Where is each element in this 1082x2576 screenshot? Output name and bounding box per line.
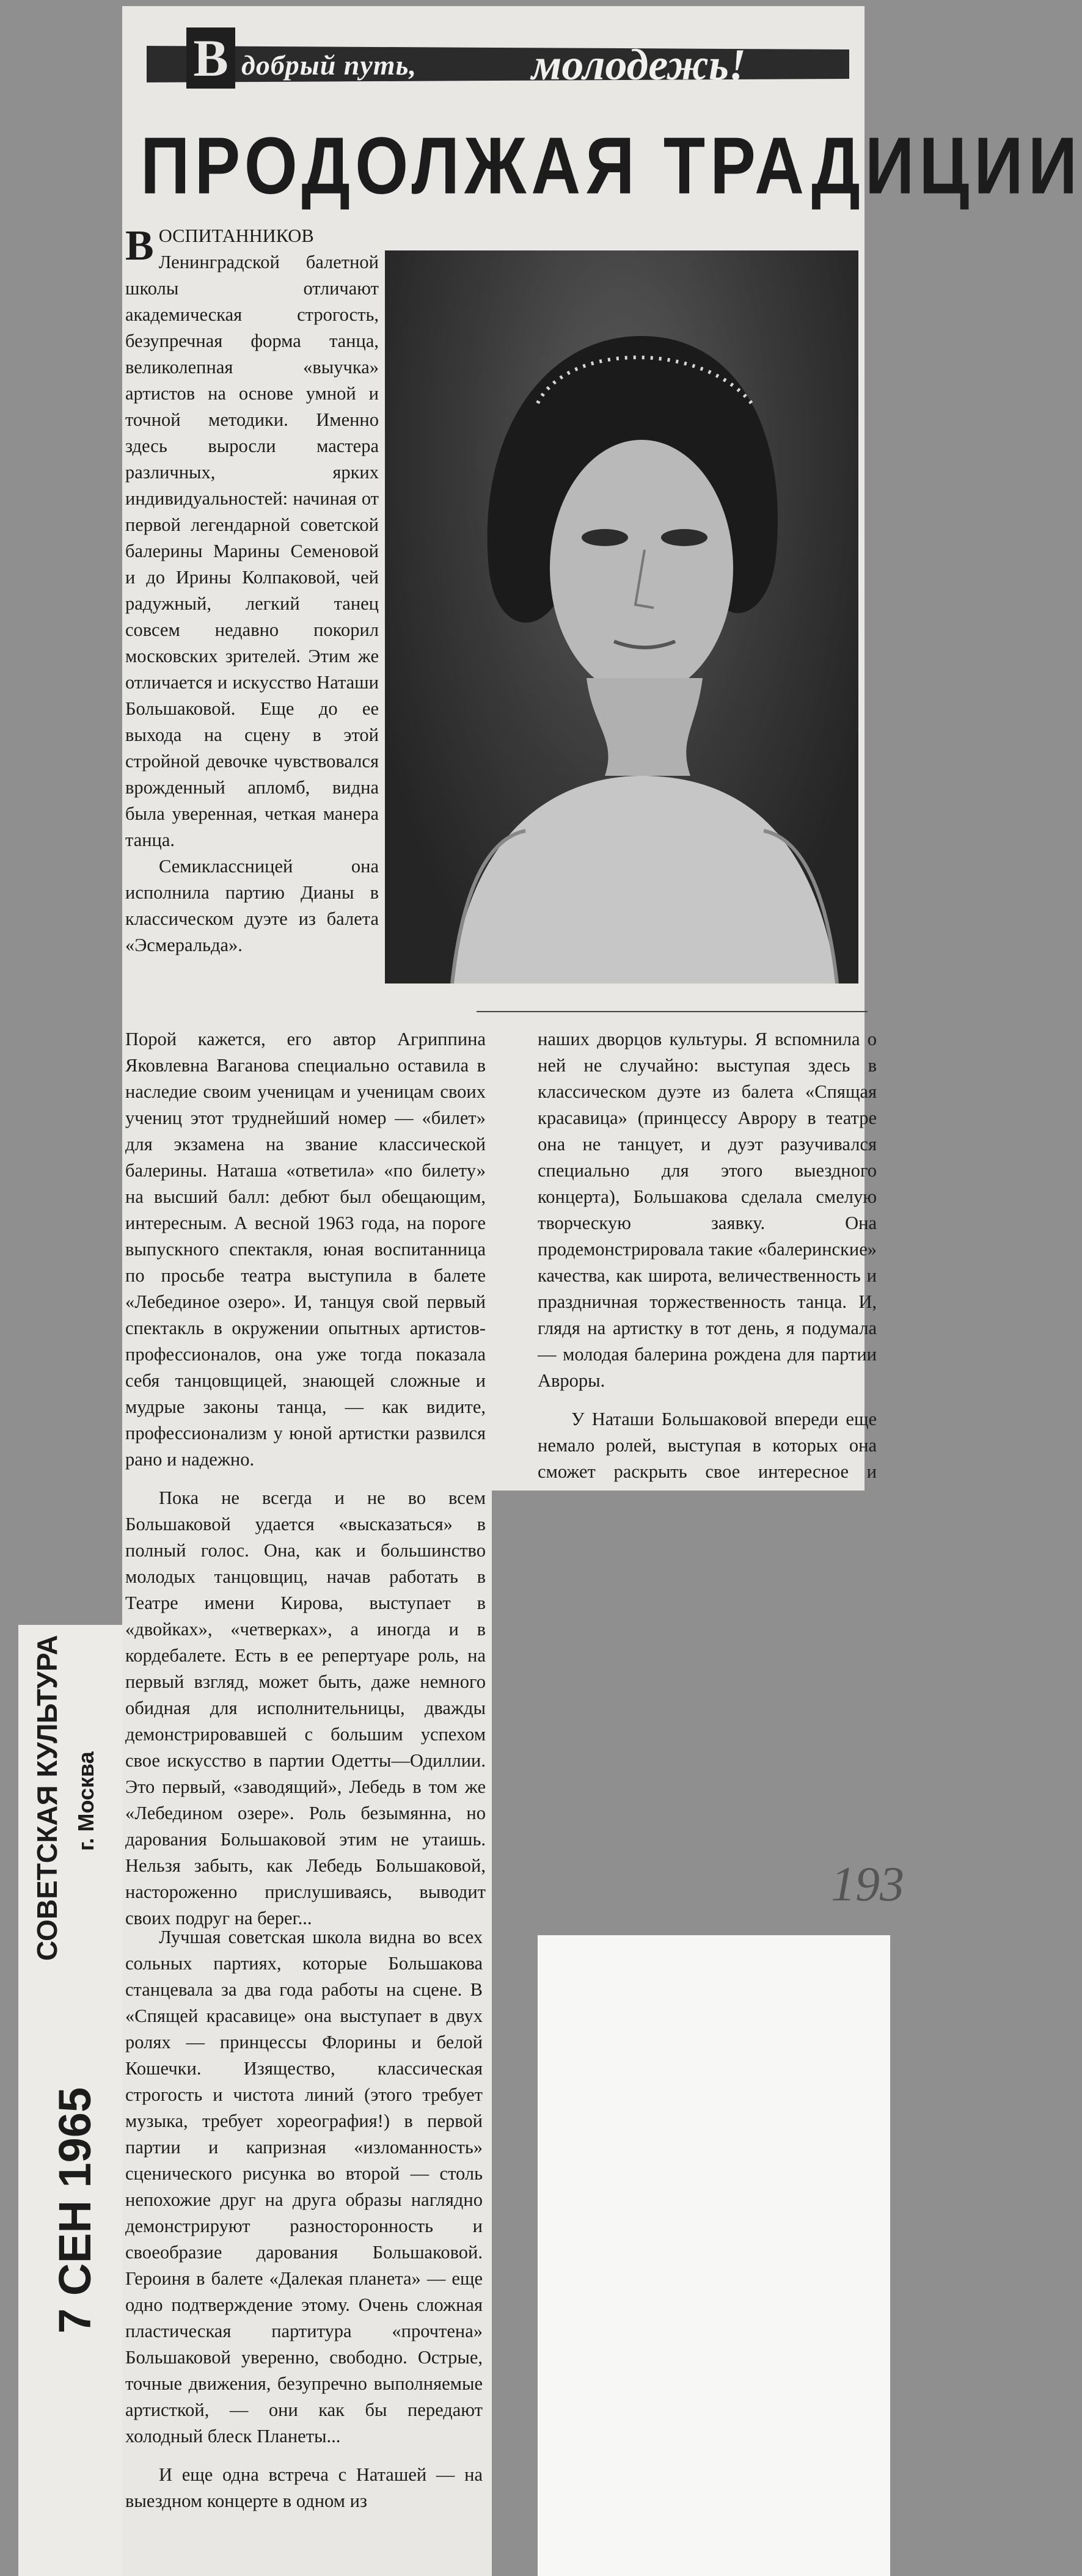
- article-headline: ПРОДОЛЖАЯ ТРАДИЦИИ: [141, 120, 1082, 211]
- banner-slogan: добрый путь,: [241, 49, 417, 81]
- article-column-intro: [125, 223, 379, 958]
- paragraph: Лучшая советская школа видна во всех сольных партиях, которые Большакова станцевала за два года работы на сцене. В «Спящей красавице» она выступает в двух ролях — принцессы Флорины и белой Кошечки. Изящество, классическая строгость и чистота линий (этого требует музыка, требует хореография!) в первой партии и капризная «изломанность» сценического рисунка во второй — столь непохожие друг на друга образы наглядно демонстрируют разносторонность и своеобразие дарования Большаковой. Героиня в балете «Далекая планета» — еще одно подтверждение этому. Очень сложная пластическая партитура «прочтена» Большаковой уверенно, свободно. Острые, точные движения, безупречно выполняемые артисткой, — они как бы передают холодный блеск Планеты...: [125, 1927, 483, 2446]
- background-card: [538, 1935, 890, 2576]
- paragraph: ОСПИТАННИКОВ Ленинградской балетной школы отличают академическая строгость, безупречная форма танца, великолепная «выучка» артистов на основе умной и точной методики. Именно здесь выросли мастера различных, ярких индивидуальностей: начиная от первой легендарной советской балерины Марины Семеновой и до Ирины Колпаковой, чей радужный, легкий танец совсем недавно покорил московских зрителей. Этим же отличается и искусство Наташи Большаковой. Еще до ее выхода на сцену в этой стройной девочке чувствовался врожденный апломб, видна была уверенная, четкая манера танца.: [125, 225, 379, 850]
- pencil-annotation: 193: [831, 1858, 904, 1911]
- date-stamp: 7 СЕН 1965: [49, 2087, 100, 2333]
- newspaper-city-stamp: г. Москва: [73, 1751, 98, 1851]
- paragraph: наших дворцов культуры. Я вспомнила о ней не случайно: выступая здесь в классическом дуэте из балета «Спящая красавица» (принцессу Аврору в театре она не танцует, и дуэт разучивался специально для этого выездного концерта), Большакова сделала смелую творческую заявку. Она продемонстрировала такие «балеринские» качества, как широта, величественность и праздничная торжественность танца. И, глядя на артистку в тот день, я подумала — молодая балерина рождена для партии Авроры.: [538, 1029, 877, 1391]
- paragraph: Семиклассницей она исполнила партию Дианы в классическом дуэте из балета «Эсмеральда».: [125, 856, 379, 955]
- article-column-bottom: [125, 1924, 483, 2514]
- banner-letter: В: [186, 27, 235, 89]
- article-column-left: [125, 1026, 486, 1932]
- newspaper-name-stamp: СОВЕТСКАЯ КУЛЬТУРА: [31, 1635, 63, 1961]
- paragraph: У Наташи Большаковой впереди еще немало ролей, выступая в которых она сможет раскрыть свое интересное и: [538, 1409, 877, 1482]
- banner-slogan-2: молодежь!: [532, 40, 746, 89]
- paragraph: Пока не всегда и не во всем Большаковой удается «высказаться» в полный голос. Она, как и большинство молодых танцовщиц, начав работать в Театре имени Кирова, выступает в «двойках», «четверках», а иногда и в кордебалете. Есть в ее репертуаре роль, на первый взгляд, может быть, даже немного обидная для исполнительницы, дважды демонстрировавшей с большим успехом свое искусство в партии Одетты—Одиллии. Это первый, «заводящий», Лебедь в том же «Лебедином озере». Роль безымянна, но дарования Большаковой этим не утаишь. Нельзя забыть, как Лебедь Большаковой, настороженно прислушиваясь, выводит своих подруг на берег...: [125, 1487, 486, 1928]
- portrait-image: [385, 250, 858, 983]
- paragraph: Порой кажется, его автор Агриппина Яковлевна Ваганова специально оставила в наследие своим ученицам и ученицам своих учениц этот труднейший номер — «билет» для экзамена на звание классической балерины. Наташа «ответила» «по билету» на высший балл: дебют был обещающим, интересным. А весной 1963 года, на пороге выпускного спектакля, юная воспитанница по просьбе театра выступила в балете «Лебединое озеро». И, танцуя свой первый спектакль в окружении опытных артистов-профессионалов, она уже тогда показала себя танцовщицей, знающей сложные и мудрые законы танца, — как видите, профессионализм у юной артистки развился рано и надежно.: [125, 1029, 486, 1470]
- column-divider: [477, 1011, 868, 1012]
- paragraph: И еще одна встреча с Наташей — на выездном концерте в одном из: [125, 2464, 483, 2511]
- drop-cap: В: [125, 222, 154, 269]
- ballerina-photo: [385, 250, 858, 983]
- article-column-right: [538, 1026, 877, 1511]
